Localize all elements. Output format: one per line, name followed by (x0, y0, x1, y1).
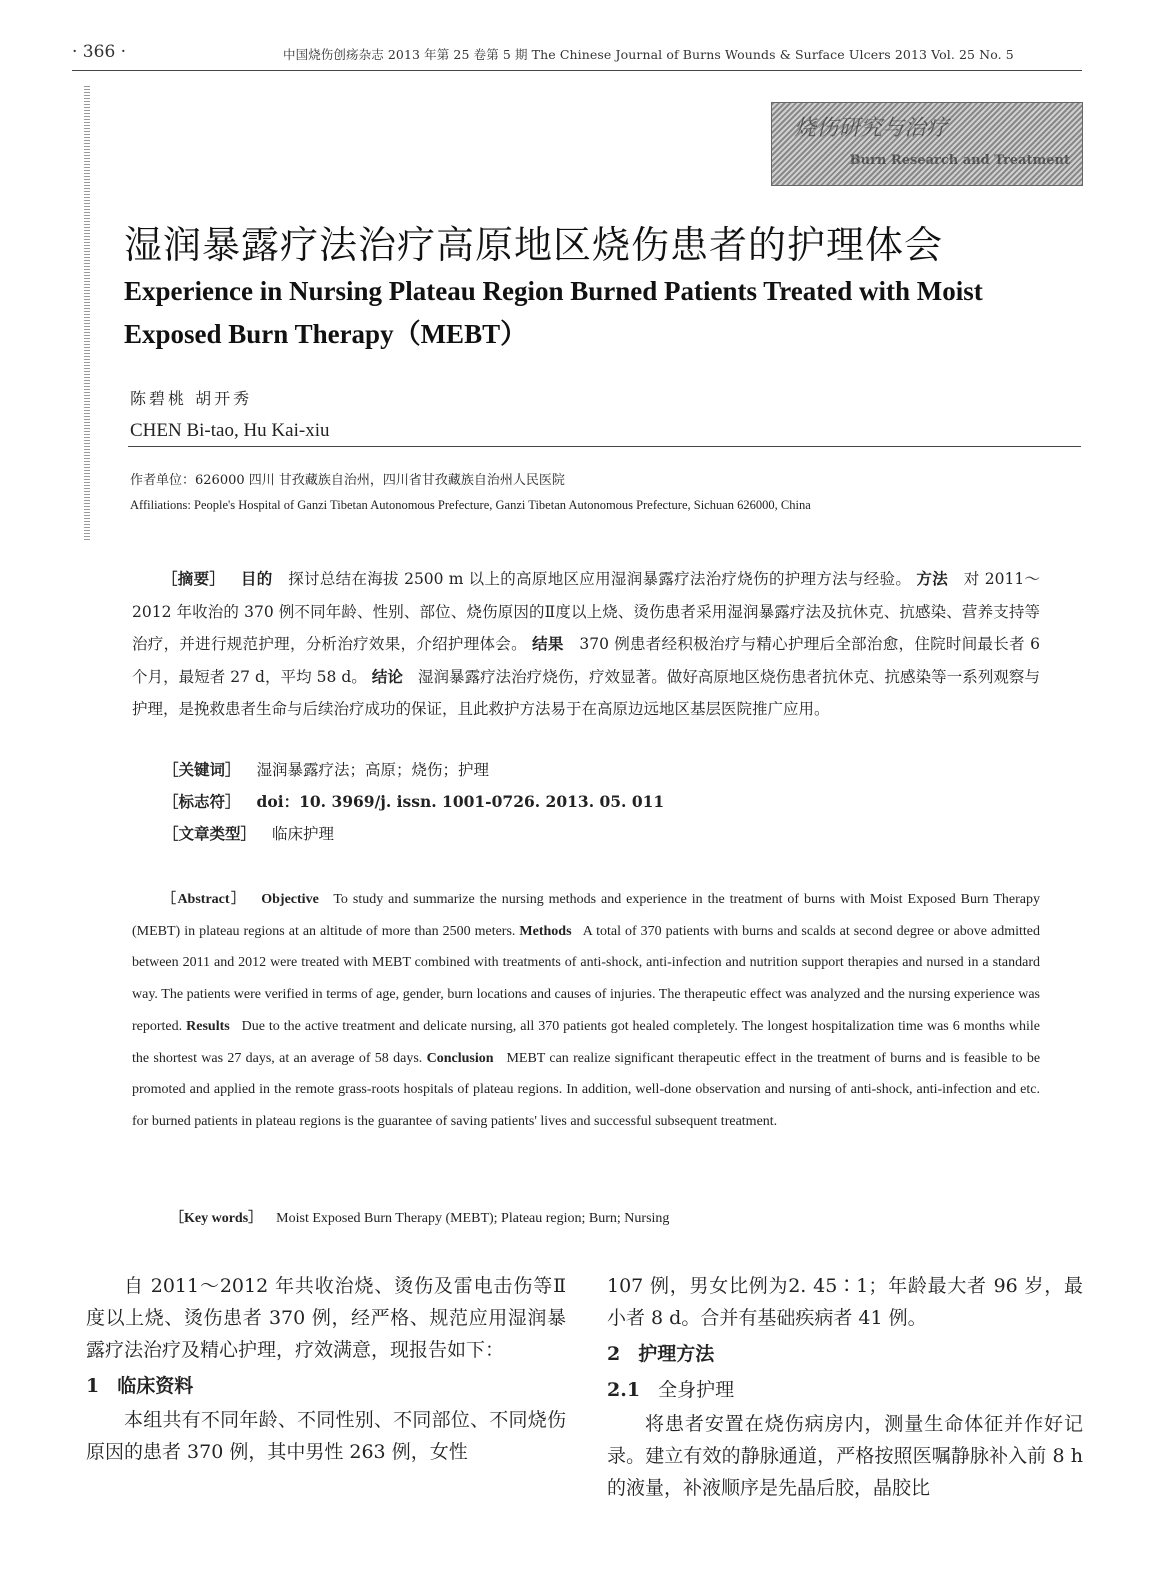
conclusion-en: MEBT can realize significant therapeutic effect in the treatment of burns and is feasible to be promoted and applied in the remote grass-roots hospitals of plateau regions. In addition, well-done observation and nursing of anti-shock, anti-infection and etc. for burned patients in plateau regions is the guarantee of saving patients' lives and successful subsequent treatment. (132, 1050, 1041, 1129)
title-cn: 湿润暴露疗法治疗高原地区烧伤患者的护理体会 (124, 223, 944, 267)
conclusion-label-cn: 结论 (371, 666, 403, 686)
results-en: Due to the active treatment and delicate nursing, all 370 patients got healed completely. The longest hospitalization time was 6 months while the shortest was 27 days, at an average of 58 days. (132, 1018, 1041, 1066)
section-2-1-title: 全身护理 (658, 1379, 735, 1401)
section-2-title: 护理方法 (638, 1343, 715, 1365)
section-1-paragraph: 本组共有不同年龄、不同性别、不同部位、不同烧伤原因的患者 370 例，其中男性 263 例，女性 (86, 1409, 566, 1463)
results-cn: 370 例患者经积极治疗与精心护理后全部治愈，住院时间最长者 6 个月，最短者 27 d，平均 58 d。 (132, 635, 1040, 686)
section-2-heading (607, 1338, 1083, 1370)
header-rule (72, 70, 1082, 71)
section-banner-cn: 烧伤研究与治疗 (794, 116, 949, 141)
intro-paragraph: 自 2011～2012 年共收治烧、烫伤及雷电击伤等Ⅱ度以上烧、烫伤患者 370 例，经严格、规范应用湿润暴露疗法治疗及精心护理，疗效满意，现报告如下： (86, 1275, 566, 1361)
abstract-cn (132, 563, 1040, 726)
doi-label: ［标志符］ (163, 792, 241, 811)
body-right-column (607, 1270, 1083, 1504)
keywords-en-row (170, 1207, 669, 1227)
keywords-en: Moist Exposed Burn Therapy (MEBT); Plateau region; Burn; Nursing (276, 1211, 670, 1226)
abstract-cn-label: ［摘要］ (162, 569, 226, 588)
body-left-column (86, 1270, 566, 1468)
article-type: 临床护理 (272, 825, 335, 843)
objective-cn: 探讨总结在海拔 2500 m 以上的高原地区应用湿润暴露疗法治疗烧伤的护理方法与经验。 (288, 570, 912, 588)
title-en: Experience in Nursing Plateau Region Burned Patients Treated with Moist Exposed Burn Therapy（MEBT） (124, 276, 983, 349)
methods-label-en: Methods (519, 923, 572, 939)
methods-cn: 对 2011～2012 年收治的 370 例不同年龄、性别、部位、烧伤原因的Ⅱ度以上烧、烫伤患者采用湿润暴露疗法及抗休克、抗感染、营养支持等治疗，并进行规范护理，分析治疗效果，介绍护理体会。 (132, 570, 1041, 653)
results-label-cn: 结果 (532, 634, 564, 653)
objective-label-en: Objective (261, 892, 319, 907)
authors-cn: 陈碧桃 胡开秀 (130, 389, 253, 408)
article-type-label: ［文章类型］ (163, 824, 257, 843)
abstract-en-label: ［Abstract］ (162, 892, 247, 907)
margin-strip (84, 86, 90, 542)
conclusion-cn: 湿润暴露疗法治疗烧伤，疗效显著。做好高原地区烧伤患者抗休克、抗感染等一系列观察与护理，是挽救患者生命与后续治疗成功的保证，且此救护方法易于在高原边远地区基层医院推广应用。 (132, 667, 1040, 718)
section-banner-en: Burn Research and Treatment (849, 153, 1070, 168)
continued-paragraph: 107 例，男女比例为2. 45∶1；年龄最大者 96 岁，最小者 8 d。合并有基础疾病者 41 例。 (607, 1275, 1083, 1329)
section-2-1-paragraph: 将患者安置在烧伤病房内，测量生命体征并作好记录。建立有效的静脉通道，严格按照医嘱静脉补入前 8 h 的液量，补液顺序是先晶后胶，晶胶比 (607, 1413, 1083, 1499)
page-number: · 366 · (72, 42, 127, 62)
doi-value: doi：10. 3969/j. issn. 1001-0726. 2013. 05. 011 (256, 792, 665, 811)
section-2-number: 2 (607, 1343, 621, 1365)
section-1-heading (86, 1370, 566, 1402)
methods-label-cn: 方法 (916, 569, 949, 588)
keywords-cn-row (163, 758, 489, 780)
methods-en: A total of 370 patients with burns and scalds at second degree or above admitted between 2011 and 2012 were treated with MEBT combined with treatments of anti-shock, anti-infection and nutrition support therapies and nursed in a standard way. The patients were verified in terms of age, gender, burn locations and causes of injuries. The therapeutic effect was analyzed and the nursing experience was reported. (132, 923, 1041, 1034)
section-2-1-number: 2.1 (607, 1379, 641, 1401)
section-1-title: 临床资料 (117, 1375, 194, 1397)
authors-en: CHEN Bi-tao, Hu Kai-xiu (130, 420, 330, 441)
objective-en: To study and summarize the nursing methods and experience in the treatment of burns with Moist Exposed Burn Therapy (MEBT) in plateau regions at an altitude of more than 2500 meters. (132, 892, 1040, 939)
section-banner (771, 102, 1083, 186)
abstract-en (132, 884, 1040, 1138)
doi-row (163, 790, 664, 812)
article-type-row (163, 822, 334, 844)
results-label-en: Results (186, 1018, 230, 1034)
objective-label-cn: 目的 (240, 569, 273, 588)
conclusion-label-en: Conclusion (426, 1050, 494, 1066)
authors-rule (128, 446, 1081, 447)
keywords-cn-label: ［关键词］ (163, 760, 241, 779)
section-2-1-heading (607, 1374, 1083, 1406)
affiliation-cn: 作者单位：626000 四川 甘孜藏族自治州，四川省甘孜藏族自治州人民医院 (130, 473, 565, 488)
section-1-number: 1 (86, 1375, 100, 1397)
affiliation-en: Affiliations: People's Hospital of Ganzi Tibetan Autonomous Prefecture, Ganzi Tibetan Autonomous Prefecture, Sichuan 626000, China (130, 498, 811, 512)
keywords-cn: 湿润暴露疗法；高原；烧伤；护理 (256, 761, 490, 779)
running-header: 中国烧伤创疡杂志 2013 年第 25 卷第 5 期 The Chinese Journal of Burns Wounds & Surface Ulcers 2013 Vol. 25 No. 5 (283, 47, 1014, 62)
keywords-en-label: ［Key words］ (170, 1211, 263, 1226)
